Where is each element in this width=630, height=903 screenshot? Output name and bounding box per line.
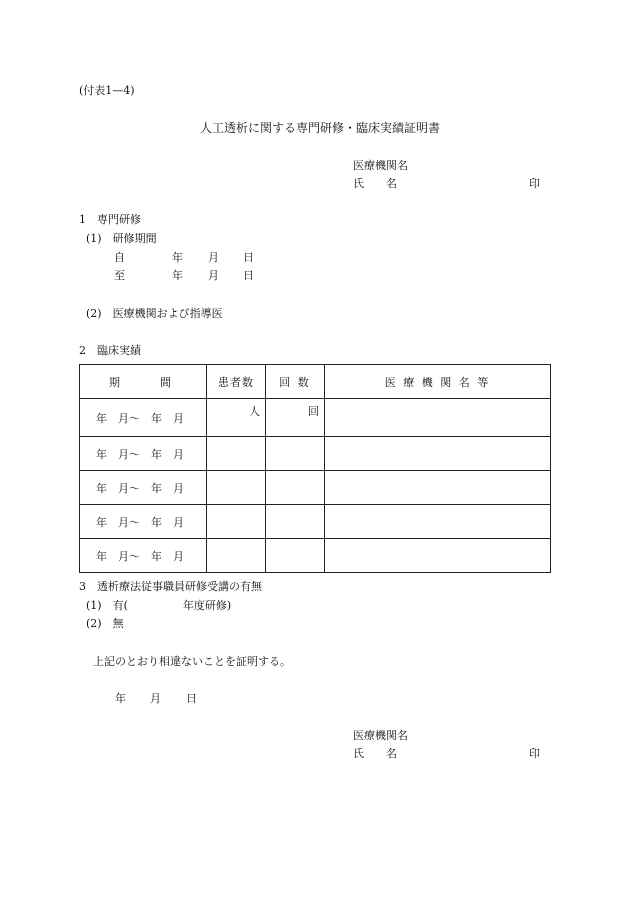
count-cell[interactable]: 回: [266, 399, 325, 437]
institution-cell[interactable]: [325, 437, 551, 471]
to-label: 至: [114, 269, 125, 282]
period-cell[interactable]: 年 月～ 年 月: [80, 399, 207, 437]
institution-supervisor-label: (2) 医療機関および指導医: [86, 307, 223, 320]
period-cell[interactable]: 年 月～ 年 月: [80, 505, 207, 539]
from-year: 年: [172, 251, 183, 264]
name-label-top: 氏 名: [353, 177, 397, 190]
org-name-label-bottom: 医療機関名: [353, 729, 408, 742]
count-cell[interactable]: [266, 437, 325, 471]
clinical-record-table: [79, 364, 551, 573]
count-cell[interactable]: [266, 539, 325, 573]
header-period: 期 間: [80, 365, 207, 399]
period-cell[interactable]: 年 月～ 年 月: [80, 471, 207, 505]
document-title: 人工透析に関する専門研修・臨床実績証明書: [200, 121, 441, 135]
from-month: 月: [208, 251, 219, 264]
patients-cell[interactable]: 人: [207, 399, 266, 437]
header-count: 回 数: [266, 365, 325, 399]
patients-cell[interactable]: [207, 471, 266, 505]
header-institution: 医 療 機 関 名 等: [325, 365, 551, 399]
org-name-label-top: 医療機関名: [353, 159, 408, 172]
table-row: [80, 399, 551, 437]
period-cell[interactable]: 年 月～ 年 月: [80, 539, 207, 573]
certification-statement: 上記のとおり相違ないことを証明する。: [93, 655, 291, 668]
institution-cell[interactable]: [325, 539, 551, 573]
count-cell[interactable]: [266, 505, 325, 539]
from-day: 日: [243, 251, 254, 264]
date-month: 月: [150, 692, 161, 705]
form-number: (付表1—4): [79, 84, 135, 97]
table-row: [80, 539, 551, 573]
seal-mark-top: 印: [529, 177, 540, 190]
training-period-label: (1) 研修期間: [86, 232, 157, 245]
patients-cell[interactable]: [207, 505, 266, 539]
table-header-row: [80, 365, 551, 399]
training-no-option: (2) 無: [86, 617, 124, 630]
period-cell[interactable]: 年 月～ 年 月: [80, 437, 207, 471]
table-row: [80, 471, 551, 505]
table-row: [80, 505, 551, 539]
count-cell[interactable]: [266, 471, 325, 505]
section-1-heading: 1 専門研修: [79, 213, 141, 226]
section-2-heading: 2 臨床実績: [79, 344, 141, 357]
institution-cell[interactable]: [325, 505, 551, 539]
header-patients: 患者数: [207, 365, 266, 399]
from-label: 自: [114, 251, 125, 264]
to-month: 月: [208, 269, 219, 282]
to-year: 年: [172, 269, 183, 282]
patients-cell[interactable]: [207, 539, 266, 573]
patients-cell[interactable]: [207, 437, 266, 471]
to-day: 日: [243, 269, 254, 282]
seal-mark-bottom: 印: [529, 747, 540, 760]
name-label-bottom: 氏 名: [353, 747, 397, 760]
date-day: 日: [186, 692, 197, 705]
institution-cell[interactable]: [325, 399, 551, 437]
date-year: 年: [115, 692, 126, 705]
table-row: [80, 437, 551, 471]
institution-cell[interactable]: [325, 471, 551, 505]
section-3-heading: 3 透析療法従事職員研修受講の有無: [79, 580, 262, 593]
training-yes-option: (1) 有( 年度研修): [86, 599, 232, 612]
